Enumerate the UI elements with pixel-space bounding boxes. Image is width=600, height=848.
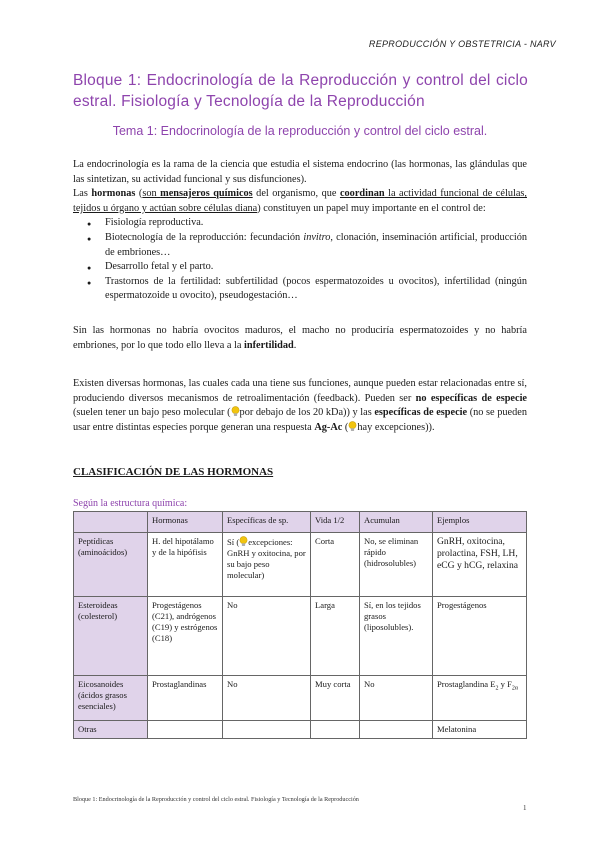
table-header-cell: [74, 512, 148, 533]
list-item: ● Desarrollo fetal y el parto.: [105, 260, 527, 275]
lightbulb-icon: [231, 406, 240, 417]
intro-paragraph: La endocrinología es la rama de la ciencia que estudia el sistema endocrino (las hormonas, las glándulas que las sintetizan, su actividad funcional y sus disfunciones).: [73, 159, 527, 185]
table-cell: Sí ( excepciones: GnRH y oxitocina, por su bajo peso molecular): [223, 533, 311, 597]
table-cell: Muy corta: [311, 676, 360, 721]
table-cell: Corta: [311, 533, 360, 597]
table-cell: Prostaglandina $E_2$ y $F_{2\alpha}$: [433, 676, 527, 721]
infertility-paragraph: Sin las hormonas no habría ovocitos maduros, el macho no produciría espermatozoides y no habría embriones, por lo que todo ello lleva a la infertilidad.: [73, 325, 527, 351]
table-cell: No: [223, 597, 311, 676]
table-cell: No, se eliminan rápido (hidrosolubles): [360, 533, 433, 597]
table-header-cell: Vida 1/2: [311, 512, 360, 533]
row-header: Peptídicas (aminoácidos): [74, 533, 148, 597]
page-number: 1: [523, 804, 527, 812]
list-item: ● Trastornos de la fertilidad: subfertilidad (pocos espermatozoides u ovocitos), infertilidad (ningún espermatozoide u ovocito), pseudogestación…: [105, 275, 527, 304]
table-cell: Prostaglandinas: [148, 676, 223, 721]
table-cell: [311, 721, 360, 739]
row-header: Eicosanoides (ácidos grasos esenciales): [74, 676, 148, 721]
list-item: ● Biotecnología de la reproducción: fecundación invitro, clonación, inseminación artificial, producción de embriones…: [105, 231, 527, 260]
table-cell: [360, 721, 433, 739]
hormones-table: [73, 511, 527, 739]
table-cell: H. del hipotálamo y de la hipófisis: [148, 533, 223, 597]
table-cell: [148, 721, 223, 739]
table-header-row: [74, 512, 527, 533]
table-cell: Sí, en los tejidos grasos (liposolubles).: [360, 597, 433, 676]
table-row: [74, 533, 527, 597]
page-footer: Bloque 1: Endocrinología de la Reproducción y control del ciclo estral. Fisiología y Tecnología de la Reproducción: [73, 796, 359, 803]
table-header-cell: Específicas de sp.: [223, 512, 311, 533]
intro-section: [73, 158, 527, 304]
running-header: REPRODUCCIÓN Y OBSTETRICIA - NARV: [368, 39, 556, 49]
table-header-cell: Hormonas: [148, 512, 223, 533]
table-cell: Progestágenos: [433, 597, 527, 676]
table-cell: No: [223, 676, 311, 721]
row-header: Esteroideas (colesterol): [74, 597, 148, 676]
list-item: ● Fisiología reproductiva.: [105, 216, 527, 231]
table-row: [74, 721, 527, 739]
table-row: [74, 676, 527, 721]
table-cell: Larga: [311, 597, 360, 676]
table-cell: GnRH, oxitocina, prolactina, FSH, LH, eCG y hCG, relaxina: [433, 533, 527, 597]
row-header: Otras: [74, 721, 148, 739]
control-list: [73, 216, 527, 304]
lightbulb-icon: [239, 536, 248, 547]
table-header-cell: Acumulan: [360, 512, 433, 533]
table-cell: [223, 721, 311, 739]
table-cell: No: [360, 676, 433, 721]
hormones-paragraph: Las hormonas (son mensajeros químicos del organismo, que coordinan la actividad funcional de células, tejidos u órgano y actúan sobre células diana) constituyen un papel muy importante en el control de:: [73, 188, 527, 214]
hormone-types-paragraph: Existen diversas hormonas, las cuales cada una tiene sus funciones, aunque pueden estar relacionadas entre sí, produciendo diversos mecanismos de retroalimentación (feedback). Pueden ser no específicas de especie (suelen tener un bajo peso molecular ( por debajo de los 20 kDa)) y las específicas de especie (no se pueden usar entre distintas especies porque generan una respuesta Ag-Ac ( hay excepciones)).: [73, 378, 528, 433]
tema-title: Tema 1: Endocrinología de la reproducción y control del ciclo estral.: [112, 124, 488, 138]
table-cell: Melatonina: [433, 721, 527, 739]
table-row: [74, 597, 527, 676]
classification-subtitle: Según la estructura química:: [73, 498, 188, 509]
table-header-cell: Ejemplos: [433, 512, 527, 533]
classification-title: CLASIFICACIÓN DE LAS HORMONAS: [73, 466, 274, 478]
table-cell: Progestágenos (C21), andrógenos (C19) y estrógenos (C18): [148, 597, 223, 676]
block-title: Bloque 1: Endocrinología de la Reproducción y control del ciclo estral. Fisiología y Tecnología de la Reproducción: [73, 72, 528, 110]
